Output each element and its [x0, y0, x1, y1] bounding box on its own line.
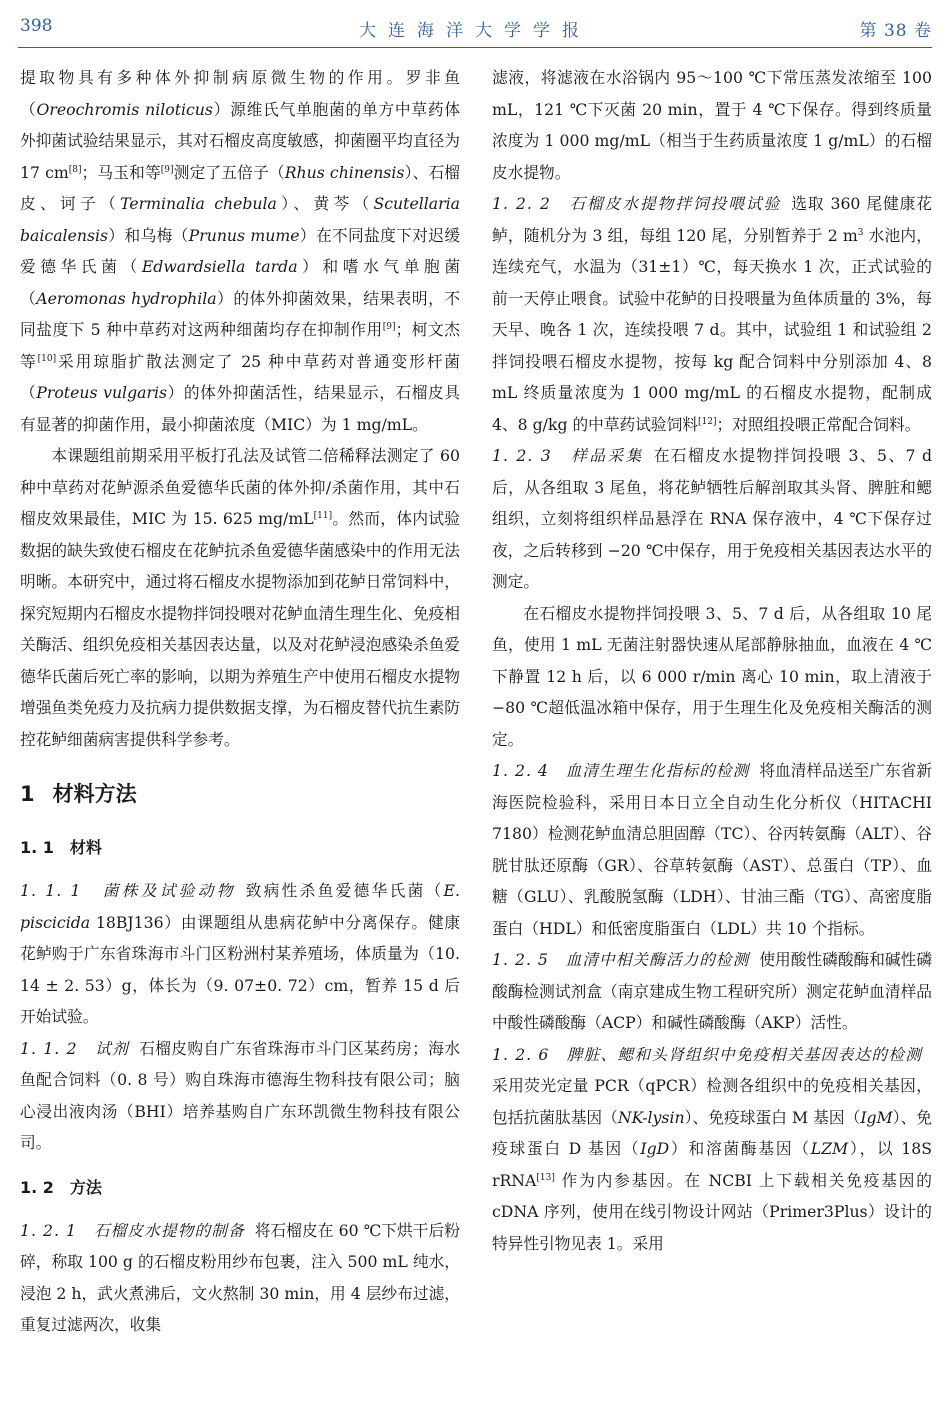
text: ）源维氏气单胞菌的单方中草药体外抑菌试验结果显示，其对石榴皮高度敏感，抑菌圈平均直径为 17 cm: [20, 99, 461, 182]
paragraph-1-2-2: [492, 188, 932, 440]
citation-ref[interactable]: [11]: [313, 510, 333, 521]
species-name: Scutellaria baicalensis: [20, 194, 460, 245]
species-name: Rhus chinensis: [284, 162, 405, 182]
text: 提取物具有多种体外抑制病原微生物的作用。罗非鱼（: [20, 68, 460, 119]
species-name: Proteus vulgaris: [36, 383, 168, 402]
subsection-label: 1. 1. 2 试剂: [20, 1038, 130, 1058]
species-name: E. piscicida: [20, 881, 460, 932]
text: 采用荧光定量 PCR（qPCR）检测各组织中的免疫相关基因，包括抗菌肽基因（: [492, 1076, 932, 1127]
section-number: 1. 2: [20, 1177, 54, 1197]
text: 致病性杀鱼爱德华氏菌（: [245, 881, 444, 900]
species-name: Prunus mume: [188, 225, 300, 245]
citation-ref[interactable]: [13]: [536, 1172, 555, 1183]
paragraph-1-2-3-blood: [492, 598, 932, 756]
paragraph-1-2-3: [492, 440, 932, 598]
text: 作为内参基因。在 NCBI 上下载相关免疫基因的 cDNA 序列，使用在线引物设计网站（Primer3Plus）设计的特异性引物见表 1。采用: [492, 1170, 932, 1253]
section-heading-1: [20, 779, 460, 809]
text: 在石榴皮水提物拌饲投喂 3、5、7 d 后，从各组取 3 尾鱼，将花鲈牺牲后解剖取其头肾、脾脏和鳃组织，立刻将组织样品悬浮在 RNA 保存液中，4 ℃下保存过夜，之后转移到 −20 ℃中保存，用于免疫相关基因表达水平的测定。: [492, 446, 932, 591]
text: ；柯文杰等: [20, 320, 460, 371]
citation-ref[interactable]: [9]: [160, 164, 174, 175]
text: ）、免疫球蛋白 M 基因（: [684, 1107, 861, 1127]
text: 选取 360 尾健康花鲈，随机分为 3 组，每组 120 尾，分别暂养于 2 m: [492, 194, 932, 245]
citation-ref[interactable]: [8]: [68, 164, 82, 175]
text: ）在不同盐度下对迟缓爱德华氏菌（: [20, 225, 461, 276]
section-heading-1-1: [20, 833, 460, 863]
section-title: 材料方法: [52, 782, 137, 806]
section-title: 方法: [69, 1177, 102, 1197]
species-name: Oreochromis niloticus: [36, 99, 213, 119]
text: ）的体外抑菌活性，结果显示，石榴皮具有显著的抑菌作用，最小抑菌浓度（MIC）为 1 mg/mL。: [20, 383, 460, 434]
header-divider: [18, 47, 932, 48]
text: ；马玉和等: [81, 162, 161, 182]
gene-name: IgM: [860, 1107, 893, 1127]
page-header: [0, 0, 950, 50]
paragraph-1-2-1-cont: [492, 62, 932, 188]
paragraph-1-2-6: [492, 1039, 932, 1260]
gene-name: IgD: [640, 1139, 670, 1158]
text: 滤液，将滤液在水浴锅内 95～100 ℃下常压蒸发浓缩至 100 mL，121 ℃下灭菌 20 min，置于 4 ℃下保存。得到终质量浓度为 1 000 mg/mL（相当于生药质量浓度 1 g/mL）的石榴皮水提物。: [492, 68, 932, 182]
left-column: [20, 62, 460, 1341]
text: 将血清样品送至广东省新海医院检验科，采用日本日立全自动生化分析仪（HITACHI 7180）检测花鲈血清总胆固醇（TC）、谷丙转氨酶（ALT）、谷胱甘肽还原酶（GR）、谷草转氨酶（AST）、总蛋白（TP）、血糖（GLU）、乳酸脱氢酶（LDH）、甘油三酯（TG）、高密度脂蛋白（HDL）和低密度脂蛋白（LDL）共 10 个指标。: [492, 761, 933, 938]
section-heading-1-2: [20, 1173, 460, 1203]
text: 将石榴皮在 60 ℃下烘干后粉碎，称取 100 g 的石榴皮粉用纱布包裹，注入 500 mL 纯水，浸泡 2 h，武火煮沸后，文火熬制 30 min，用 4 层纱布过滤，重复过滤两次，收集: [20, 1220, 461, 1334]
subsection-label: 1. 2. 1 石榴皮水提物的制备: [20, 1220, 245, 1240]
text: 。然而，体内试验数据的缺失致使石榴皮在花鲈抗杀鱼爱德华菌感染中的作用无法明晰。本研究中，通过将石榴皮水提物添加到花鲈日常饲料中，探究短期内石榴皮水提物拌饲投喂对花鲈血清生理生化、免疫相关酶活、组织免疫相关基因表达量，以及对花鲈浸泡感染杀鱼爱德华氏菌后死亡率的影响，以期为养殖生产中使用石榴皮水提物增强鱼类免疫力及抗病力提供数据支撑，为石榴皮替代抗生素防控花鲈细菌病害提供科学参考。: [20, 509, 460, 749]
volume-label: 第 38 卷: [859, 21, 932, 41]
text: ）和溶菌酶基因（: [669, 1139, 811, 1158]
page-number: 398: [20, 16, 53, 36]
text: 石榴皮购自广东省珠海市斗门区某药房；海水鱼配合饲料（0. 8 号）购自珠海市德海生物科技有限公司；脑心浸出液肉汤（BHI）培养基购自广东环凯微生物科技有限公司。: [20, 1038, 461, 1152]
text: ）和嗜水气单胞菌（: [20, 257, 461, 308]
superscript: 3: [857, 227, 864, 238]
text: 测定了五倍子（: [173, 162, 285, 182]
journal-title: 大连海洋大学学报: [359, 21, 591, 41]
citation-ref[interactable]: [10]: [37, 353, 57, 364]
subsection-label: 1. 2. 6 脾脏、鳃和头肾组织中免疫相关基因表达的检测: [492, 1044, 922, 1064]
subsection-label: 1. 1. 1 菌株及试验动物: [20, 881, 236, 900]
citation-ref[interactable]: [12]: [698, 416, 717, 427]
text: ）和乌梅（: [108, 225, 189, 245]
text: ）、免疫球蛋白 D 基因（: [492, 1107, 933, 1158]
subsection-label: 1. 2. 2 石榴皮水提物拌饲投喂试验: [492, 194, 782, 213]
paragraph-1-2-5: [492, 944, 932, 1039]
text: ），以 18S rRNA: [492, 1139, 932, 1190]
citation-ref[interactable]: [9]: [382, 321, 396, 332]
paragraph-1-2-4: [492, 755, 932, 944]
text: ）、石榴皮、诃子（: [20, 162, 460, 213]
subsection-label: 1. 2. 4 血清生理生化指标的检测: [492, 761, 750, 780]
right-column: [492, 62, 932, 1259]
species-name: Aeromonas hydrophila: [36, 288, 217, 308]
text: ；对照组投喂正常配合饲料。: [716, 414, 921, 434]
paragraph-1-2-1: [20, 1215, 460, 1341]
subsection-label: 1. 2. 5 血清中相关酶活力的检测: [492, 950, 750, 969]
text: 使用酸性磷酸酶和碱性磷酸酶检测试剂盒（南京建成生物工程研究所）测定花鲈血清样品中酸性磷酸酶（ACP）和碱性磷酸酶（AKP）活性。: [492, 950, 933, 1032]
text: ）、黄芩（: [276, 194, 374, 213]
paragraph-1-1-2: [20, 1033, 460, 1159]
text: 采用琼脂扩散法测定了 25 种中草药对普通变形杆菌（: [20, 351, 460, 402]
gene-name: LZM: [810, 1139, 849, 1158]
section-title: 材料: [69, 838, 102, 857]
gene-name: NK-lysin: [617, 1107, 685, 1127]
species-name: Terminalia chebula: [120, 194, 277, 213]
text: 水池内，连续充气，水温为（31±1）℃，每天换水 1 次，正式试验的前一天停止喂食。试验中花鲈的日投喂量为鱼体质量的 3%，每天早、晚各 1 次，连续投喂 7 d。其中，试验组 1 和试验组 2 拌饲投喂石榴皮水提物，按每 kg 配合饲料中分别添加 4、8 mL 终质量浓度为 1 000 mg/mL 的石榴皮水提物，配制成 4、8 g/kg 的中草药试验饲料: [492, 225, 932, 434]
section-number: 1: [20, 782, 35, 806]
section-number: 1. 1: [20, 838, 54, 857]
subsection-label: 1. 2. 3 样品采集: [492, 446, 644, 465]
paragraph-intro-cont: [20, 62, 460, 440]
species-name: Edwardsiella tarda: [141, 257, 298, 276]
text: 本课题组前期采用平板打孔法及试管二倍稀释法测定了 60 种中草药对花鲈源杀鱼爱德华氏菌的体外抑/杀菌作用，其中石榴皮效果最佳，MIC 为 15. 625 mg/mL: [20, 446, 460, 528]
text: 18BJ136）由课题组从患病花鲈中分离保存。健康花鲈购于广东省珠海市斗门区粉洲村某养殖场，体质量为（10. 14 ± 2. 53）g，体长为（9. 07±0. 72）cm，暂养 15 d 后开始试验。: [20, 912, 460, 1026]
text: ）的体外抑菌效果，结果表明，不同盐度下 5 种中草药对这两种细菌均存在抑制作用: [20, 288, 461, 339]
paragraph-objective: [20, 440, 460, 755]
text: 在石榴皮水提物拌饲投喂 3、5、7 d 后，从各组取 10 尾鱼，使用 1 mL 无菌注射器快速从尾部静脉抽血，血液在 4 ℃下静置 12 h 后，以 6 000 r/min 离心 10 min，取上清液于 −80 ℃超低温冰箱中保存，用于生理生化及免疫相关酶活的测定。: [492, 603, 932, 749]
paragraph-1-1-1: [20, 875, 460, 1033]
